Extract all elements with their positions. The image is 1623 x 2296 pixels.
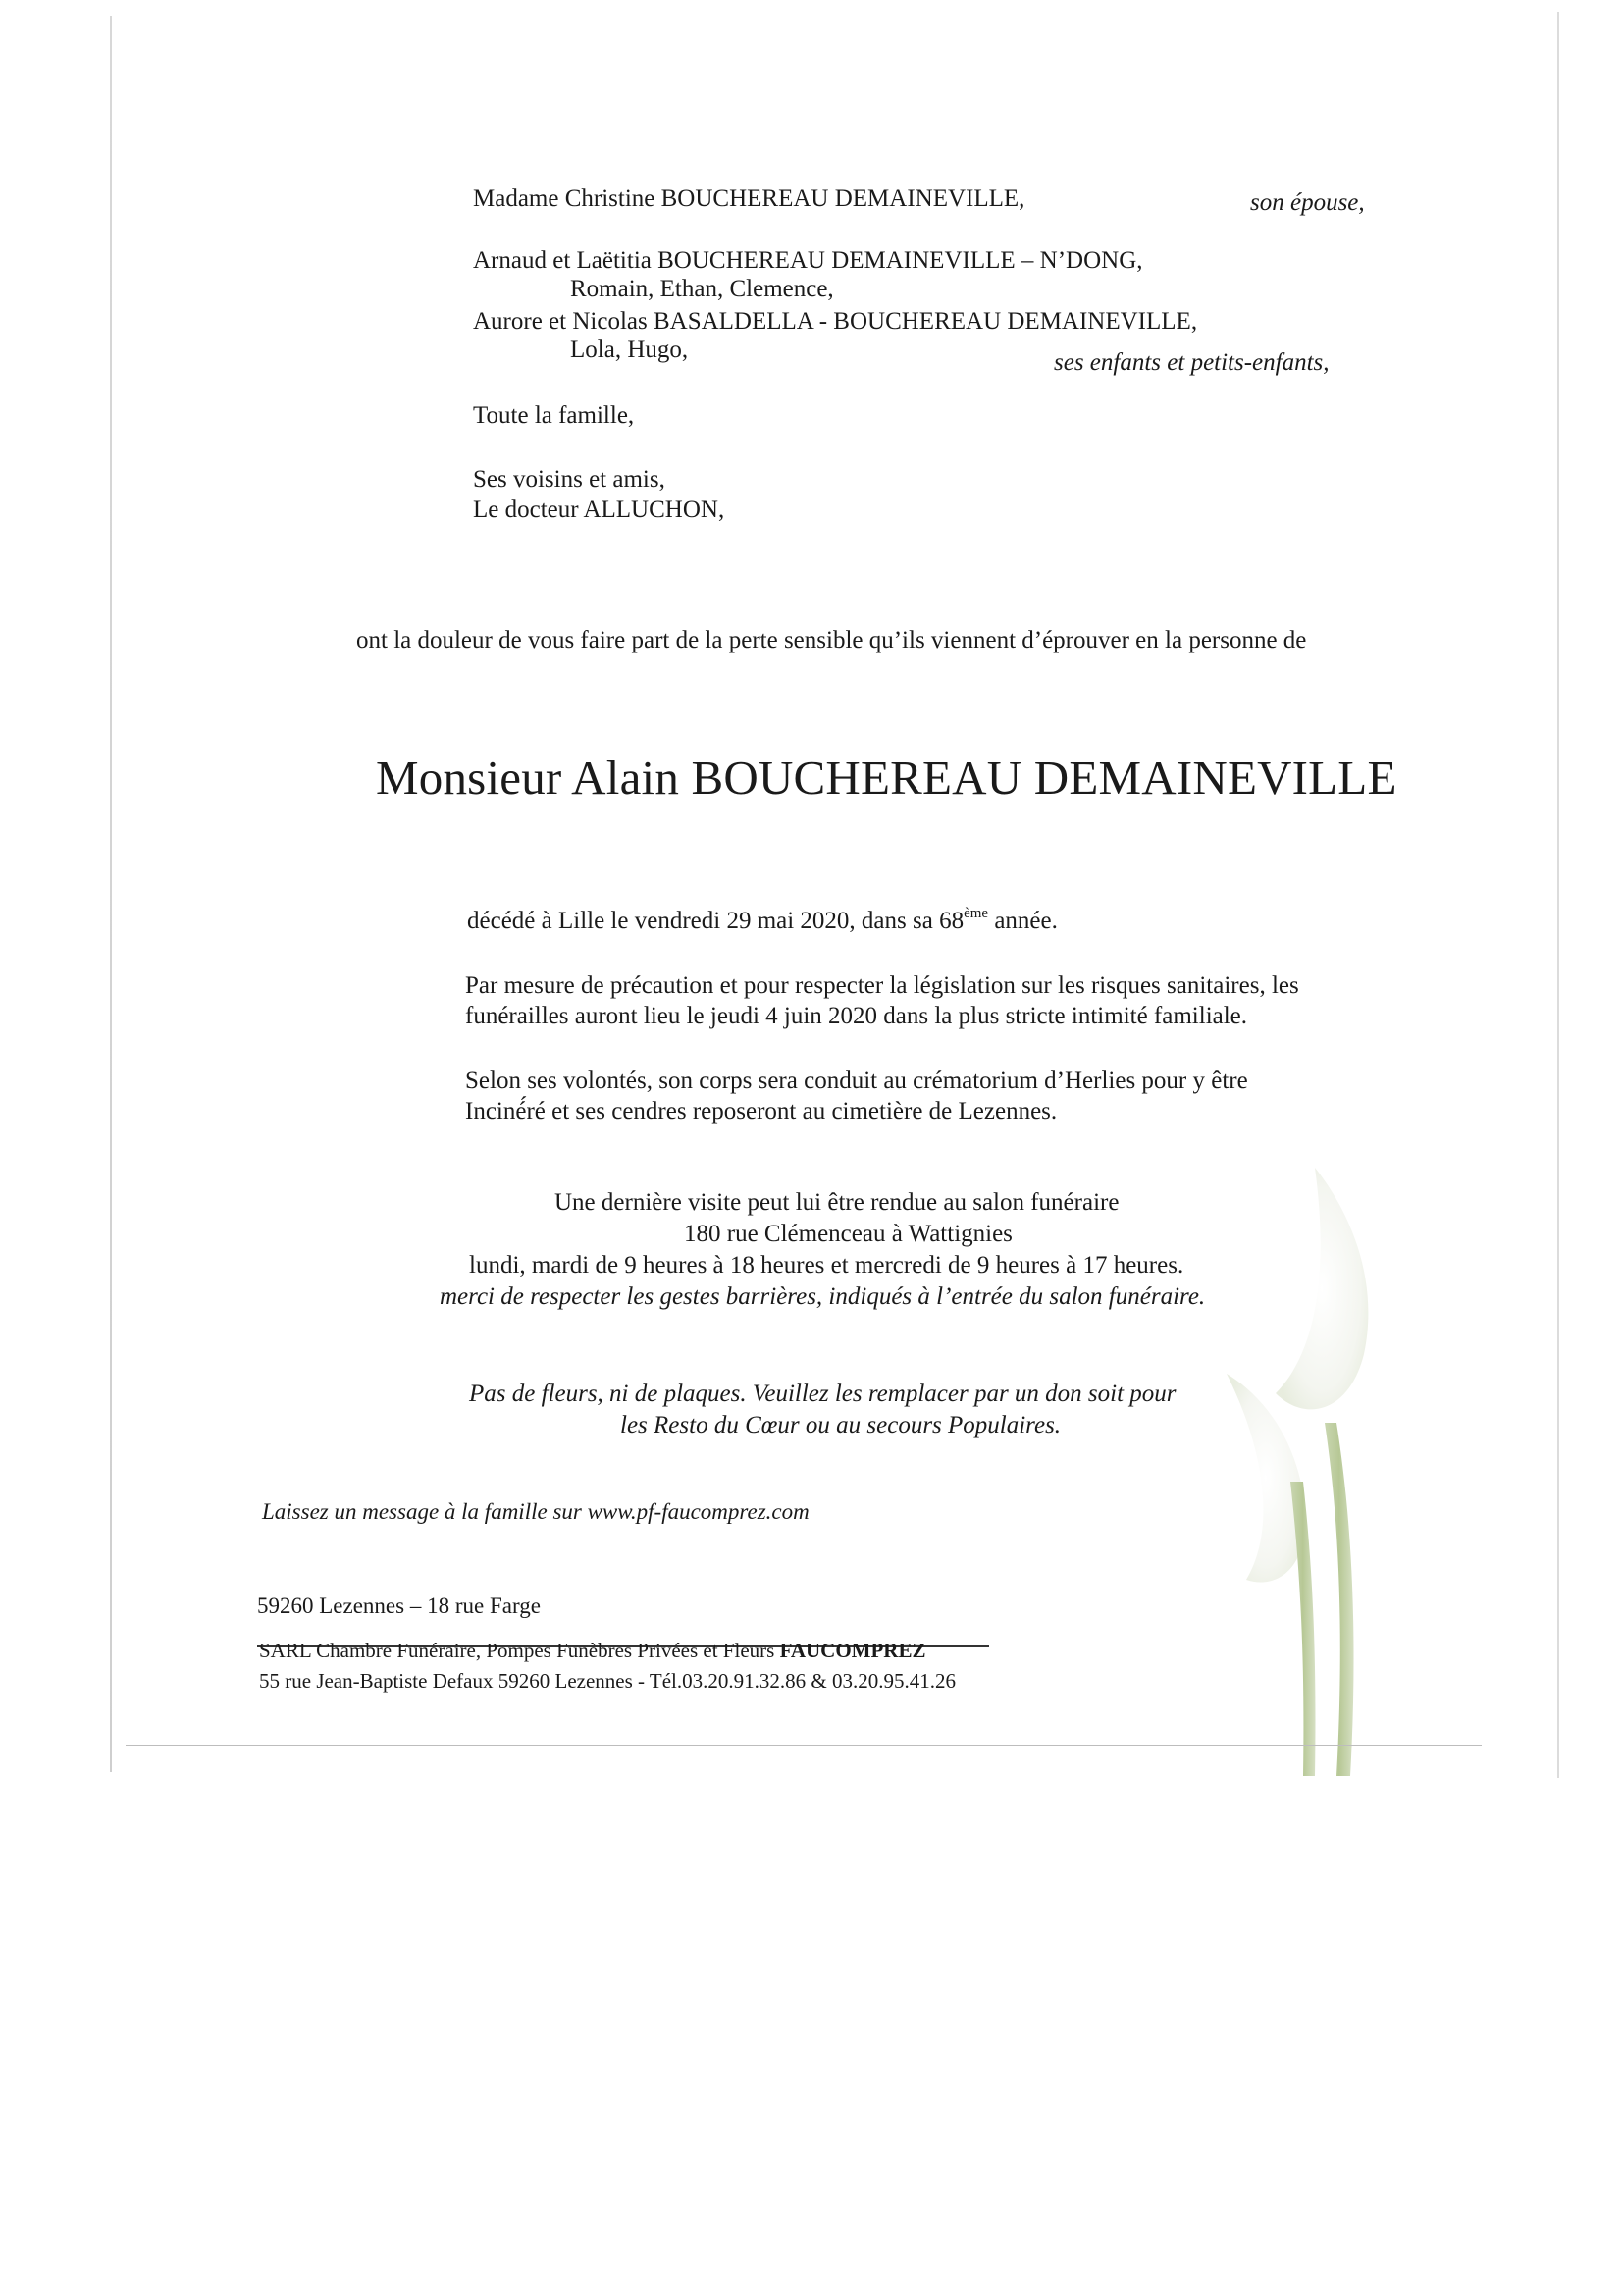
- death-text-after: année.: [988, 908, 1058, 934]
- announcement-line: ont la douleur de vous faire part de la perte sensible qu’ils viennent d’éprouver en la personne de: [356, 627, 1307, 653]
- visit-line-4: merci de respecter les gestes barrières, indiqués à l’entrée du salon funéraire.: [440, 1283, 1206, 1310]
- children-role: ses enfants et petits-enfants,: [1054, 349, 1330, 376]
- online-message: Laissez un message à la famille sur www.pf-faucomprez.com: [262, 1499, 810, 1524]
- grandchildren-line-2: Lola, Hugo,: [570, 337, 689, 363]
- cremation-line-2: Inciné́ré et ses cendres reposeront au cimetière de Lezennes.: [465, 1098, 1058, 1124]
- funeral-line-1: Par mesure de précaution et pour respecter la législation sur les risques sanitaires, les: [465, 972, 1299, 999]
- children-line-1: Arnaud et Laëtitia BOUCHEREAU DEMAINEVILLE – N’DONG,: [473, 247, 1143, 274]
- flowers-line-2: les Resto du Cœur ou au secours Populaires.: [620, 1412, 1062, 1438]
- spouse-role: son épouse,: [1250, 189, 1365, 216]
- children-line-2: Aurore et Nicolas BASALDELLA - BOUCHEREAU DEMAINEVILLE,: [473, 308, 1198, 335]
- death-superscript: ème: [964, 906, 989, 921]
- visit-line-2: 180 rue Clémenceau à Wattignies: [684, 1221, 1013, 1247]
- company-brand: FAUCOMPREZ: [779, 1639, 926, 1662]
- company-line-2: 55 rue Jean-Baptiste Defaux 59260 Lezennes - Tél.03.20.91.32.86 & 03.20.95.41.26: [259, 1669, 956, 1693]
- cremation-line-1: Selon ses volontés, son corps sera conduit au crématorium d’Herlies pour y être: [465, 1068, 1248, 1094]
- whole-family: Toute la famille,: [473, 402, 635, 429]
- visit-line-3: lundi, mardi de 9 heures à 18 heures et mercredi de 9 heures à 17 heures.: [469, 1252, 1184, 1278]
- doctor-line: Le docteur ALLUCHON,: [473, 496, 725, 523]
- address-line: 59260 Lezennes – 18 rue Farge: [257, 1593, 541, 1618]
- death-line: [467, 907, 1058, 936]
- grandchildren-line-1: Romain, Ethan, Clemence,: [570, 276, 834, 302]
- scan-edge-right: [1557, 12, 1559, 1778]
- death-text-before: décédé à Lille le vendredi 29 mai 2020, dans sa 68: [467, 908, 965, 934]
- company-line-1: [259, 1638, 926, 1663]
- neighbors-line: Ses voisins et amis,: [473, 466, 665, 493]
- funeral-line-2: funérailles auront lieu le jeudi 4 juin 2020 dans la plus stricte intimité familiale.: [465, 1003, 1248, 1029]
- scan-edge-left: [110, 16, 112, 1772]
- calla-lily-icon: [1168, 1128, 1442, 1776]
- visit-line-1: Une dernière visite peut lui être rendue au salon funéraire: [554, 1189, 1120, 1216]
- deceased-name: Monsieur Alain BOUCHEREAU DEMAINEVILLE: [376, 751, 1397, 805]
- bottom-rule: [126, 1745, 1482, 1746]
- spouse-name: Madame Christine BOUCHEREAU DEMAINEVILLE,: [473, 185, 1025, 212]
- company-description: SARL Chambre Funéraire, Pompes Funèbres Privées et Fleurs: [259, 1639, 780, 1662]
- flowers-line-1: Pas de fleurs, ni de plaques. Veuillez les remplacer par un don soit pour: [469, 1381, 1177, 1407]
